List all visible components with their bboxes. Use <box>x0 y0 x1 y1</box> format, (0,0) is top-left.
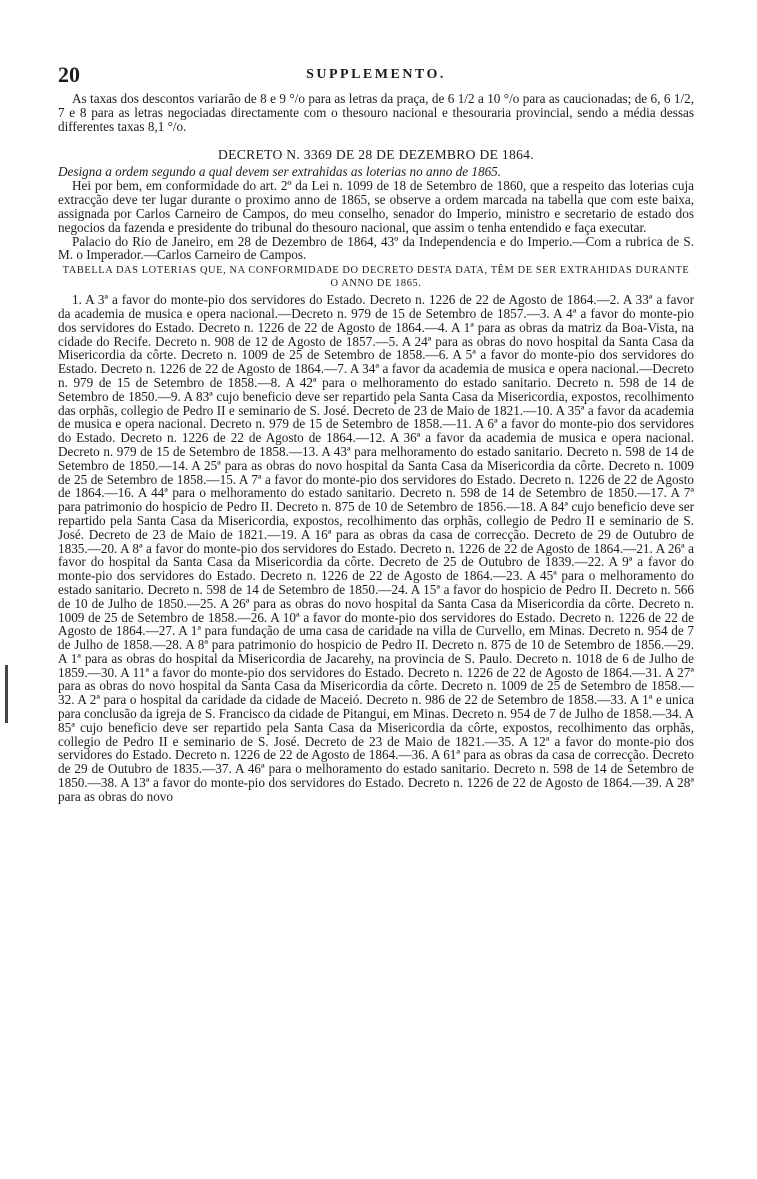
intro-paragraph: As taxas dos descontos variarão de 8 e 9 °/o para as letras da praça, de 6 1/2 a 10 °/o para as caucionadas; de 6, 6 1/2, 7 e 8 para as letras negociadas directamente com o thesouro nacional e thesouraria provincial, sendo a média dessas differentes taxas 8,1 °/o. <box>58 91 694 134</box>
decree-closing: Palacio do Rio de Janeiro, em 28 de Dezembro de 1864, 43º da Independencia e do Imperio.—Com a rubrica de S. M. o Imperador.—Carlos Carneiro de Campos. <box>58 233 694 263</box>
document-page <box>58 62 694 804</box>
page-number: 20 <box>58 62 80 87</box>
table-heading: TABELLA DAS LOTERIAS QUE, NA CONFORMIDADE DO DECRETO DESTA DATA, TÊM DE SER EXTRAHIDAS DURANTE O ANNO DE 1865. <box>62 265 690 290</box>
decree-subtitle: Designa a ordem segundo a qual devem ser extrahidas as loterias no anno de 1865. <box>58 164 502 180</box>
running-title: SUPPLEMENTO. <box>306 67 446 82</box>
lottery-table-body: 1. A 3ª a favor do monte-pio dos servidores do Estado. Decreto n. 1226 de 22 de Agosto de 1864.—2. A 33ª a favor da academia de musica e opera nacional.—Decreto n. 979 de 15 de Setembro de 1857.—3. A 4ª a favor do monte-pio dos servidores do Estado. Decreto n. 1226 de 22 de Agosto de 1864.—4. A 1ª para as obras da matriz da Boa-Vista, na cidade do Recife. Decreto n. 908 de 12 de Agosto de 1857.—5. A 24ª para as obras do novo hospital da Santa Casa da Misericordia da côrte. Decreto n. 1009 de 25 de Setembro de 1858.—6. A 5ª a favor do monte-pio dos servidores do Estado. Decreto n. 1226 de 22 de Agosto de 1864.—7. A 34ª a favor da academia de musica e opera nacional.—Decreto n. 979 de 15 de Setembro de 1858.—8. A 42ª para o melhoramento do estado sanitario. Decreto n. 598 de 14 de Setembro de 1850.—9. A 83ª cujo beneficio deve ser repartido pela Santa Casa da Misericordia, expostos, recolhimento das orphãs, collegio de Pedro II e seminario de S. José. Decreto de 23 de Maio de 1821.—10. A 35ª a favor da academia de musica e opera nacional. Decreto n. 979 de 15 de Setembro de 1858.—11. A 6ª a favor do monte-pio dos servidores do Estado. Decreto n. 1226 de 22 de Agosto de 1864.—12. A 36ª a favor da academia de musica e opera nacional. Decreto n. 979 de 15 de Setembro de 1858.—13. A 43ª para melhoramento do estado sanitario. Decreto n. 598 de 14 de Setembro de 1850.—14. A 25ª para as obras do novo hospital da Santa Casa da Misericordia da côrte. Decreto n. 1009 de 25 de Setembro de 1858.—15. A 7ª a favor do monte-pio dos servidores do Estado. Decreto n. 1226 de 22 de Agosto de 1864.—16. A 44ª para o melhoramento do estado sanitario. Decreto n. 598 de 14 de Setembro de 1850.—17. A 7ª para patrimonio do hospicio de Pedro II. Decreto n. 875 de 10 de Setembro de 1856.—18. A 84ª cujo beneficio deve ser repartido pela Santa Casa da Misericordia, expostos, recolhimento das orphãs, collegio de Pedro II e seminario de S. José. Decreto de 23 de Maio de 1821.—19. A 16ª para as obras da casa de correcção. Decreto de 29 de Outubro de 1835.—20. A 8ª a favor do monte-pio dos servidores do Estado. Decreto n. 1226 de 22 de Agosto de 1864.—21. A 26ª a favor do hospital da Santa Casa da Misericordia da côrte. Decreto de 25 de Outubro de 1839.—22. A 9ª a favor do monte-pio dos servidores do Estado. Decreto n. 1226 de 22 de Agosto de 1864.—23. A 45ª para o melhoramento do estado sanitario. Decreto n. 598 de 14 de Setembro de 1850.—24. A 15ª a favor do hospicio de Pedro II. Decreto n. 566 de 10 de Julho de 1850.—25. A 26ª para as obras do novo hospital da Santa Casa da Misericordia da côrte. Decreto n. 1009 de 25 de Setembro de 1858.—26. A 10ª a favor do monte-pio dos servidores do Estado. Decreto n. 1226 de 22 de Agosto de 1864.—27. A 1ª para fundação de uma casa de caridade na villa de Curvello, em Minas. Decreto n. 954 de 7 de Julho de 1858.—28. A 8ª para patrimonio do hospicio de Pedro II. Decreto n. 875 de 10 de Setembro de 1856.—29. A 1ª para as obras do hospital da Misericordia de Jacarehy, na provincia de S. Paulo. Decreto n. 1018 de 6 de Julho de 1859.—30. A 11ª a favor do monte-pio dos servidores do Estado. Decreto n. 1226 de 22 de Agosto de 1864.—31. A 27ª para as obras do novo hospital da Santa Casa da Misericordia da côrte. Decreto n. 1009 de 25 de Setembro de 1858.—32. A 2ª para o hospital da caridade da cidade de Maceió. Decreto n. 986 de 22 de Setembro de 1858.—33. A 1ª e unica para conclusão da igreja de S. Francisco da cidade de Pitangui, em Minas. Decreto n. 954 de 7 de Julho de 1858.—34. A 85ª cujo beneficio deve ser repartido pela Santa Casa da Misericordia da côrte, expostos, recolhimento das orphãs, collegio de Pedro II e seminario de S. José. Decreto de 23 de Maio de 1821.—35. A 12ª a favor do monte-pio dos servidores do Estado. Decreto n. 1226 de 22 de Agosto de 1864.—36. A 61ª para as obras da casa de correcção. Decreto de 29 de Outubro de 1835.—37. A 46ª para o melhoramento do estado sanitario. Decreto n. 598 de 14 de Setembro de 1850.—38. A 13ª a favor do monte-pio dos servidores do Estado. Decreto n. 1226 de 22 de Agosto de 1864.—39. A 28ª para as obras do novo <box>58 292 694 804</box>
decree-body: Hei por bem, em conformidade do art. 2º da Lei n. 1099 de 18 de Setembro de 1860, que a respeito das loterias cuja extracção deve ter lugar durante o proximo anno de 1865, se observe a ordem marcada na tabella que com este baixa, assignada por Carlos Carneiro de Campos, do meu conselho, senador do Imperio, ministro e secretario de estado dos negocios da fazenda e presidente do tribunal do thesouro nacional, que assim o tenha entendido e faça executar. <box>58 178 694 235</box>
decree-title: DECRETO N. 3369 DE 28 DE DEZEMBRO DE 1864. <box>218 147 534 163</box>
margin-mark <box>5 665 8 723</box>
running-head <box>58 62 694 86</box>
